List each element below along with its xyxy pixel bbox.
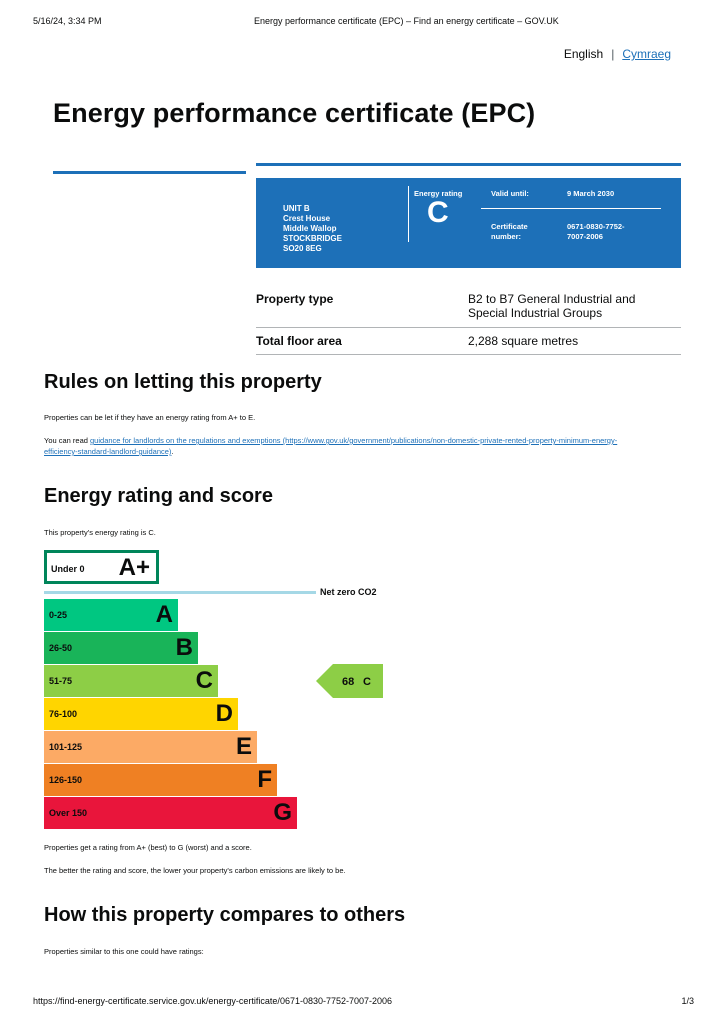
language-switcher bbox=[564, 47, 671, 61]
page-title: Energy performance certificate (EPC) bbox=[53, 98, 536, 128]
language-cymraeg-link[interactable]: Cymraeg bbox=[622, 47, 671, 61]
rating-intro: This property's energy rating is C. bbox=[44, 528, 156, 537]
band-a bbox=[44, 599, 178, 631]
band-d bbox=[44, 698, 238, 730]
band-range: 76-100 bbox=[49, 709, 78, 719]
valid-until-label: Valid until: bbox=[491, 189, 529, 198]
floor-area-row bbox=[256, 327, 681, 355]
band-g bbox=[44, 797, 297, 829]
language-separator: | bbox=[611, 47, 615, 61]
net-zero-line bbox=[44, 591, 316, 594]
band-f bbox=[44, 764, 277, 796]
band-letter: F bbox=[257, 766, 272, 793]
compare-intro: Properties similar to this one could have ratings: bbox=[44, 947, 204, 956]
print-datetime: 5/16/24, 3:34 PM bbox=[33, 16, 102, 26]
band-letter: C bbox=[195, 667, 213, 694]
property-type-label: Property type bbox=[256, 292, 334, 306]
letting-heading: Rules on letting this property bbox=[44, 371, 322, 393]
floor-area-label: Total floor area bbox=[256, 334, 342, 348]
rating-note-2: The better the rating and score, the lower your property's carbon emissions are likely to be. bbox=[44, 866, 346, 875]
print-url: https://find-energy-certificate.service.gov.uk/energy-certificate/0671-0830-7752-7007-2006 bbox=[33, 996, 393, 1006]
band-range: Over 150 bbox=[49, 808, 88, 818]
letting-paragraph-1: Properties can be let if they have an energy rating from A+ to E. bbox=[44, 413, 256, 422]
band-a-plus bbox=[44, 550, 159, 584]
address-line: UNIT B bbox=[283, 204, 310, 213]
print-page-title: Energy performance certificate (EPC) – Find an energy certificate – GOV.UK bbox=[254, 16, 559, 26]
band-b bbox=[44, 632, 198, 664]
rating-note-1: Properties get a rating from A+ (best) to G (worst) and a score. bbox=[44, 843, 252, 852]
band-letter: A+ bbox=[118, 554, 150, 581]
card-inner-rule bbox=[481, 208, 661, 209]
band-range: Under 0 bbox=[51, 564, 85, 574]
band-range: 26-50 bbox=[49, 643, 73, 653]
landlord-guidance-link[interactable]: guidance for landlords on the regulations and exemptions (https://www.gov.uk/government/publications/non-domestic-private-rented-property-minimum-energy- efficiency-standard-landlord-guidance) bbox=[44, 436, 618, 456]
certificate-summary-card bbox=[256, 178, 681, 268]
property-type-value: B2 to B7 General Industrial and Special Industrial Groups bbox=[468, 292, 636, 320]
address-line: Crest House bbox=[283, 214, 331, 223]
address-line: Middle Wallop bbox=[283, 224, 337, 233]
band-letter: B bbox=[175, 634, 193, 661]
net-zero-label: Net zero CO2 bbox=[320, 587, 377, 597]
energy-rating-letter: C bbox=[427, 196, 449, 229]
band-c bbox=[44, 665, 218, 697]
rating-heading: Energy rating and score bbox=[44, 485, 273, 507]
address-line: STOCKBRIDGE bbox=[283, 234, 342, 243]
title-underline bbox=[53, 171, 246, 174]
card-divider bbox=[408, 186, 409, 242]
certificate-number-label: Certificate number: bbox=[491, 222, 528, 241]
band-letter: E bbox=[235, 733, 252, 760]
card-top-rule bbox=[256, 163, 681, 166]
band-letter: A bbox=[155, 601, 173, 628]
band-e bbox=[44, 731, 257, 763]
address-line: SO20 8EG bbox=[283, 244, 322, 253]
energy-rating-label: Energy rating bbox=[414, 189, 463, 198]
band-range: 0-25 bbox=[49, 610, 68, 620]
band-range: 126-150 bbox=[49, 775, 83, 785]
band-range: 51-75 bbox=[49, 676, 73, 686]
current-rating-letter: C bbox=[363, 676, 371, 688]
floor-area-value: 2,288 square metres bbox=[468, 334, 579, 348]
current-rating-marker bbox=[316, 664, 383, 698]
band-letter: D bbox=[215, 700, 233, 727]
property-address bbox=[283, 204, 342, 254]
language-current: English bbox=[563, 47, 604, 61]
compare-heading: How this property compares to others bbox=[44, 904, 406, 926]
certificate-number-value: 0671-0830-7752- 7007-2006 bbox=[567, 222, 625, 241]
print-page-number: 1/3 bbox=[681, 996, 694, 1006]
band-range: 101-125 bbox=[49, 742, 83, 752]
current-rating-score: 68 bbox=[342, 676, 355, 688]
property-type-row bbox=[256, 286, 681, 328]
valid-until-value: 9 March 2030 bbox=[567, 189, 615, 198]
letting-paragraph-2: You can read guidance for landlords on the regulations and exemptions (https://www.gov.uk/government/publications/non-domestic-private-rented-property-minimum-energy- efficiency-standard-landlord-guidance). bbox=[44, 436, 618, 456]
band-letter: G bbox=[273, 799, 292, 826]
